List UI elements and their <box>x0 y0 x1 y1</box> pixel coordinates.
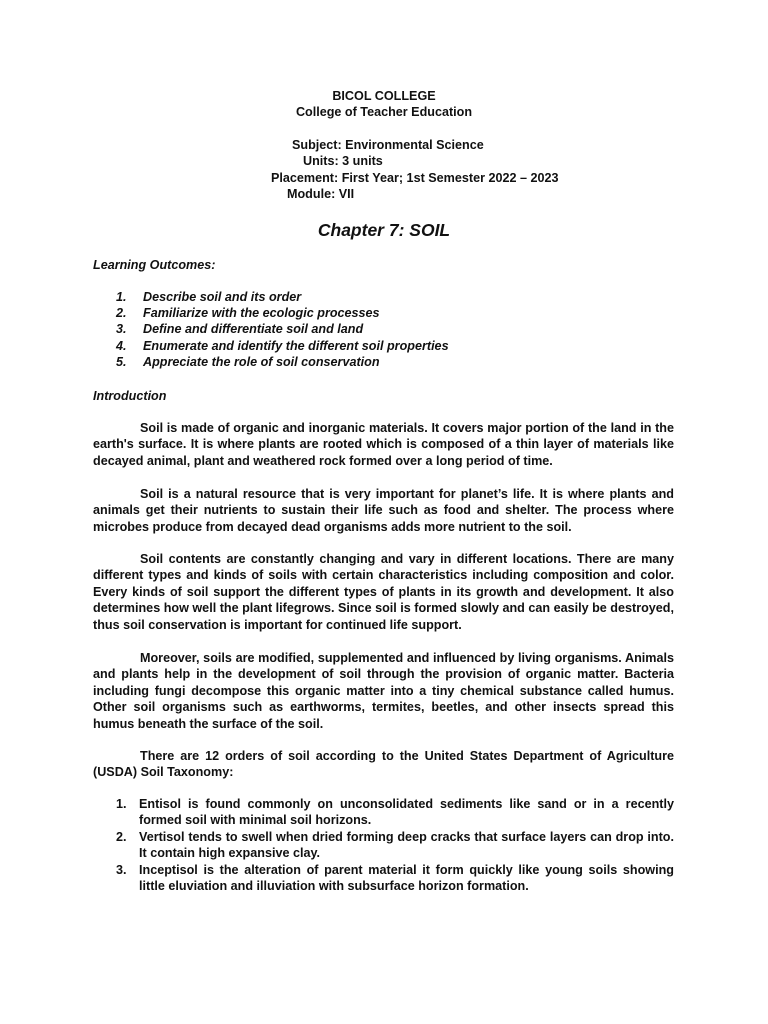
learning-outcomes-heading: Learning Outcomes: <box>93 258 216 272</box>
list-item: 4. Enumerate and identify the different soil properties <box>116 338 449 353</box>
chapter-title: Chapter 7: SOIL <box>317 220 451 240</box>
module-line: Module: VII <box>287 187 355 201</box>
units-line: Units: 3 units <box>303 154 383 168</box>
soil-orders-list <box>93 796 674 894</box>
intro-paragraph: Moreover, soils are modified, supplemented and influenced by living organisms. Animals and plants help in the development of soil through the provision of organic matter. Bacteria including fungi decompose this organic matter into a tiny chemical substance called humus. Other soil organisms such as earthworms, termites, beetles, and other insects spread this humus beneath the surface of the soil. <box>93 651 674 731</box>
school-name: BICOL COLLEGE <box>332 89 436 103</box>
placement-line: Placement: First Year; 1st Semester 2022 – 2023 <box>271 171 559 185</box>
list-item: 3. Define and differentiate soil and land <box>116 322 364 337</box>
intro-paragraph: Soil contents are constantly changing and vary in different locations. There are many different types and kinds of soils with certain characteristics including composition and color. Every kinds of soil support the different types of plants in its growth and development. It also determines how well the plant lifegrows. Since soil is formed slowly and can easily be destroyed, thus soil conservation is important for continued life support. <box>93 552 674 632</box>
list-item: 3. Inceptisol is the alteration of parent material it form quickly like young soils showing little eluviation and illuviation with subsurface horizon formation. <box>116 862 674 894</box>
list-item: 2. Vertisol tends to swell when dried forming deep cracks that surface layers can drop into. It contain high expansive clay. <box>116 829 674 861</box>
list-item: 1. Entisol is found commonly on unconsolidated sediments like sand or in a recently formed soil with minimal soil horizons. <box>116 797 674 828</box>
subject-line: Subject: Environmental Science <box>292 138 484 152</box>
intro-paragraph: Soil is made of organic and inorganic materials. It covers major portion of the land in the earth's surface. It is where plants are rooted which is composed of a thin layer of materials like decayed animal, plant and weathered rock formed over a long period of time. <box>93 421 674 468</box>
college-name: College of Teacher Education <box>295 105 473 119</box>
learning-outcomes-list <box>93 289 449 370</box>
list-item: 5. Appreciate the role of soil conservation <box>116 354 380 369</box>
intro-paragraph: There are 12 orders of soil according to the United States Department of Agriculture (USDA) Soil Taxonomy: <box>93 749 674 780</box>
introduction-heading: Introduction <box>93 389 167 403</box>
list-item: 1. Describe soil and its order <box>116 290 302 304</box>
intro-paragraph: Soil is a natural resource that is very important for planet’s life. It is where plants and animals get their nutrients to sustain their life such as food and shelter. The process where microbes produce from decayed dead organisms adds more nutrient to the soil. <box>93 487 674 534</box>
list-item: 2. Familiarize with the ecologic processes <box>116 306 380 321</box>
